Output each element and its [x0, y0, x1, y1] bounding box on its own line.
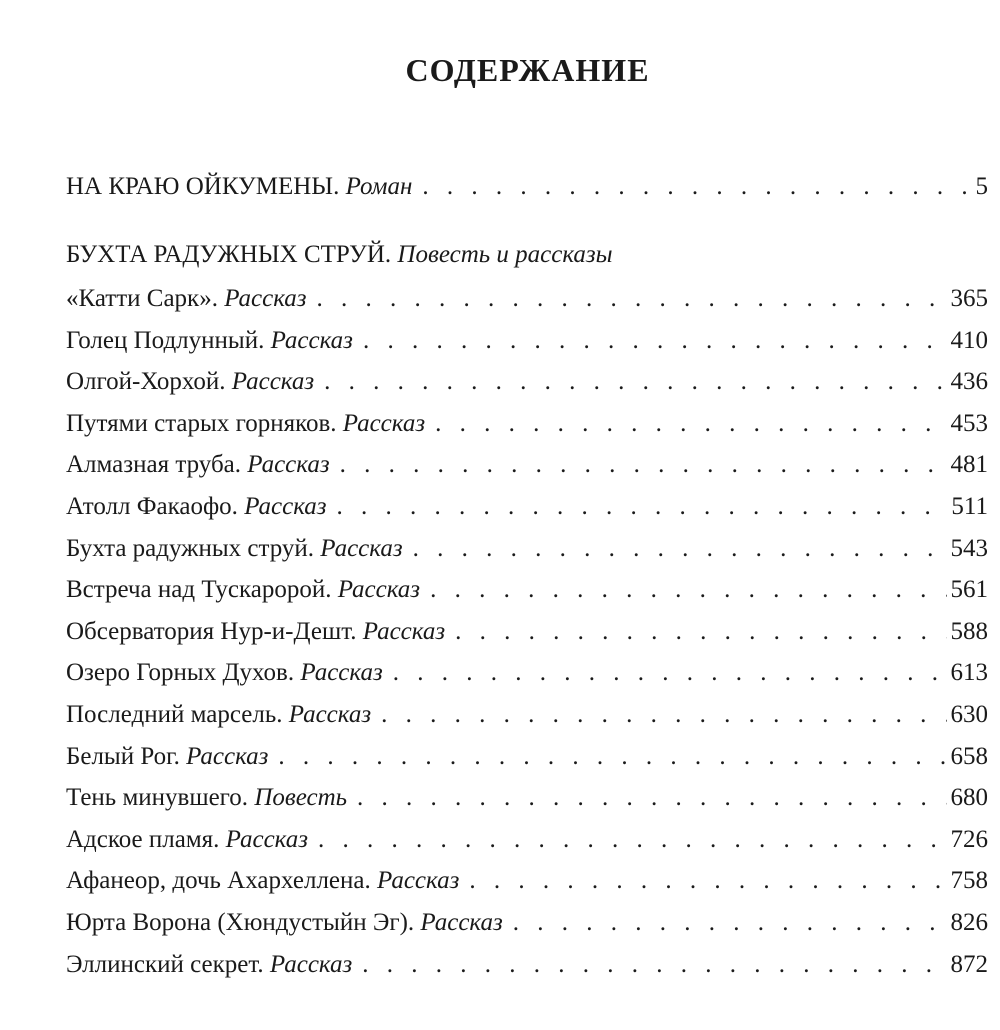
toc-entry-page: 365 [950, 285, 988, 312]
toc-entry-title: Афанеор, дочь Ахархеллена. [66, 867, 371, 895]
toc-entry-title-wrap [66, 532, 403, 566]
toc-entry-genre: Рассказ [225, 825, 309, 853]
toc-entry-title-wrap [66, 781, 347, 815]
toc-entry-title-wrap [66, 906, 503, 940]
toc-entry[interactable] [66, 407, 988, 441]
toc-entry-page: 453 [950, 409, 988, 437]
toc-entry[interactable] [66, 532, 988, 566]
toc-entry-page: 511 [951, 493, 988, 520]
toc-entry-title-wrap [66, 282, 307, 316]
toc-entry-title: Белый Рог. [66, 742, 180, 770]
toc-entry-title: Алмазная труба. [66, 451, 242, 479]
toc-entry-title: Голец Подлунный. [66, 326, 265, 354]
toc-entry[interactable] [66, 448, 988, 482]
toc-entry-title: Путями старых горняков. [66, 409, 337, 437]
toc-entry-genre: Рассказ [420, 909, 503, 936]
dot-leader [435, 407, 946, 441]
toc-entry[interactable] [66, 282, 988, 316]
toc-entry-page: 410 [950, 326, 988, 354]
toc-entry-title-wrap [66, 448, 330, 482]
section-heading-title: БУХТА РАДУЖНЫХ СТРУЙ. [66, 241, 392, 268]
toc-entry[interactable] [66, 948, 988, 982]
dot-leader [318, 823, 946, 857]
dot-leader [340, 448, 947, 482]
toc-entry[interactable] [66, 490, 988, 524]
toc-entry-title: Бухта радужных струй. [66, 534, 314, 562]
toc-entry-title: Встреча над Тускаророй. [66, 576, 332, 604]
dot-leader [357, 781, 946, 815]
toc-entry-title-wrap [66, 948, 352, 982]
toc-entry[interactable] [66, 698, 988, 732]
toc-entry-title-wrap [66, 324, 353, 358]
toc-entry[interactable] [66, 365, 988, 399]
dot-leader [362, 948, 946, 982]
toc-entry-title: Тень минувшего. [66, 784, 249, 812]
dot-leader [337, 490, 948, 524]
toc-entry-genre: Рассказ [377, 867, 460, 895]
toc-entry-genre: Повесть [254, 784, 348, 812]
toc-entry-title: Последний марсель. [66, 701, 283, 728]
toc-entry-page: 5 [975, 173, 988, 200]
toc-entry-title-wrap [66, 365, 314, 399]
toc-entry-genre: Рассказ [320, 534, 403, 562]
toc-entry-title: Юрта Ворона (Хюндустыйн Эг). [66, 909, 415, 936]
dot-leader [363, 324, 947, 358]
toc-entry-title-wrap [66, 740, 268, 774]
dot-leader [422, 170, 971, 204]
toc-entry[interactable] [66, 864, 988, 898]
toc-entry-genre: Рассказ [270, 326, 353, 354]
toc-entry-title: Обсерватория Нур-и-Дешт. [66, 617, 357, 645]
toc-entry-title: Эллинский секрет. [66, 950, 264, 978]
toc-entry-page: 481 [950, 451, 988, 479]
toc-entry-title-wrap [66, 656, 383, 690]
toc-entry[interactable] [66, 781, 988, 815]
toc-entry-genre: Рассказ [186, 742, 269, 770]
toc-entry-title-wrap [66, 407, 425, 441]
toc-entry[interactable] [66, 906, 988, 940]
toc-entry[interactable] [66, 740, 988, 774]
toc-entry-genre: Рассказ [337, 576, 421, 604]
page-title: СОДЕРЖАНИЕ [405, 52, 650, 88]
toc-entry-genre: Рассказ [342, 409, 426, 437]
dot-leader [413, 532, 947, 566]
toc-entry[interactable] [66, 615, 988, 649]
toc-entry-genre: Рассказ [362, 617, 446, 645]
toc-entry[interactable] [66, 656, 988, 690]
toc-entry-title: Озеро Горных Духов. [66, 659, 295, 687]
toc-entry-genre: Рассказ [231, 368, 315, 396]
toc-entry-title-wrap [66, 170, 412, 204]
dot-leader [324, 365, 946, 399]
toc-entry-genre: Рассказ [300, 659, 383, 687]
toc-entry-title-wrap [66, 490, 327, 524]
dot-leader [430, 573, 946, 607]
toc-entry-title: Олгой-Хорхой. [66, 368, 226, 396]
toc-entry-page: 613 [950, 659, 988, 687]
dot-leader [513, 906, 947, 940]
toc-entry-genre: Роман [345, 173, 413, 200]
toc-entry-novel[interactable] [66, 170, 988, 204]
dot-leader [317, 282, 947, 316]
toc-entry-page: 758 [950, 867, 988, 895]
toc-entry-title-wrap [66, 573, 420, 607]
toc-entry-title: «Катти Сарк». [66, 285, 218, 312]
toc-entry-title: Атолл Факаофо. [66, 493, 238, 520]
toc-entry-page: 588 [950, 617, 988, 645]
toc-entry-page: 726 [950, 825, 988, 853]
dot-leader [393, 656, 947, 690]
toc-entry-page: 872 [950, 950, 988, 978]
dot-leader [278, 740, 946, 774]
toc-entry-page: 561 [950, 576, 988, 604]
toc-entry-genre: Рассказ [269, 950, 353, 978]
toc-entry-title-wrap [66, 698, 371, 732]
toc-entry-title-wrap [66, 823, 308, 857]
dot-leader [381, 698, 946, 732]
toc-entry-page: 658 [950, 742, 988, 770]
toc-entry-page: 680 [950, 784, 988, 812]
toc-entry[interactable] [66, 324, 988, 358]
toc-entry-genre: Рассказ [244, 493, 327, 520]
toc-entry-page: 826 [950, 909, 988, 936]
toc-entry-genre: Рассказ [247, 451, 330, 479]
toc-entry-genre: Рассказ [288, 701, 372, 728]
toc-entry-title-wrap [66, 615, 445, 649]
dot-leader [455, 615, 946, 649]
section-heading[interactable] [66, 238, 613, 272]
toc-entry-page: 436 [950, 368, 988, 396]
toc-entry[interactable] [66, 573, 988, 607]
section-heading-genre: Повесть и рассказы [397, 241, 613, 268]
toc-entry-page: 630 [950, 701, 988, 728]
toc-entry-title: НА КРАЮ ОЙКУМЕНЫ. [66, 173, 340, 200]
toc-entry[interactable] [66, 823, 988, 857]
toc-entry-page: 543 [950, 534, 988, 562]
toc-entry-title: Адское пламя. [66, 825, 220, 853]
toc-entry-genre: Рассказ [224, 285, 307, 312]
dot-leader [469, 864, 946, 898]
toc-entry-title-wrap [66, 864, 459, 898]
